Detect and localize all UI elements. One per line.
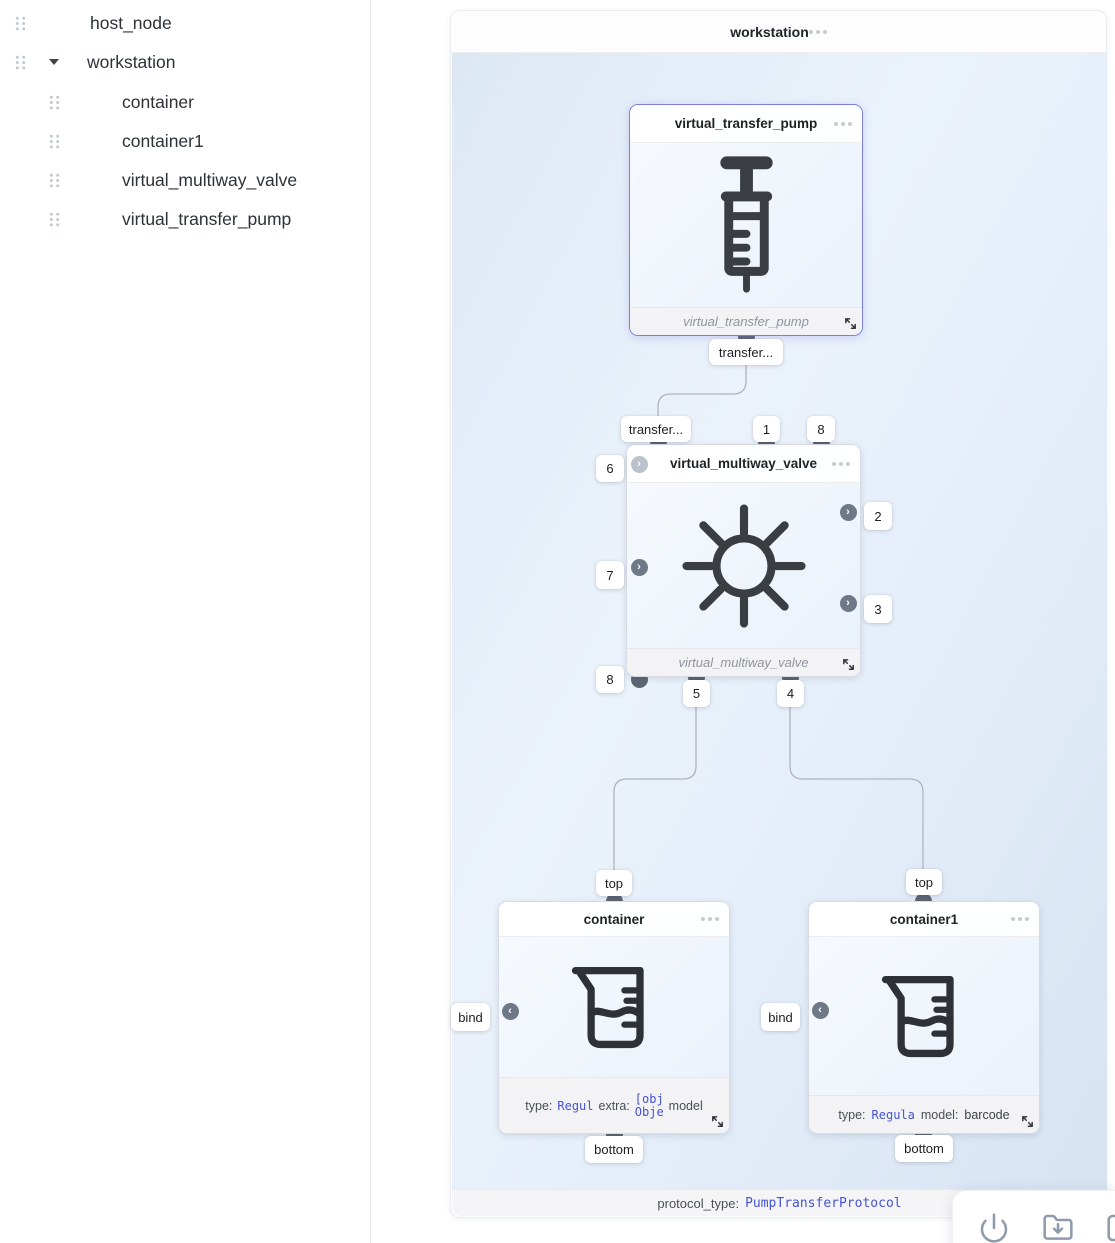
- caret-down-icon[interactable]: [49, 59, 59, 65]
- port-label-valve-transfer: transfer...: [621, 416, 691, 442]
- port-label-valve-3: 3: [864, 595, 892, 623]
- field-label: type:: [838, 1107, 866, 1122]
- node-virtual-transfer-pump[interactable]: [629, 104, 863, 336]
- sidebar-item-container1[interactable]: [0, 126, 371, 156]
- beaker-icon: [562, 952, 666, 1062]
- sidebar-item-host-node[interactable]: [0, 8, 371, 38]
- drag-handle-icon[interactable]: [48, 94, 61, 111]
- power-icon[interactable]: [977, 1211, 1011, 1243]
- field-value: Regul: [557, 1098, 594, 1113]
- protocol-type-label: protocol_type:: [657, 1195, 740, 1211]
- tree-item-label[interactable]: container1: [122, 130, 204, 151]
- workstation-panel: [450, 10, 1107, 1218]
- port-label-valve-5: 5: [683, 680, 710, 707]
- node-footer-properties: [499, 1077, 729, 1133]
- field-value: Regula: [871, 1107, 915, 1122]
- drag-handle-icon[interactable]: [14, 15, 27, 32]
- tree-item-label[interactable]: virtual_transfer_pump: [122, 208, 292, 229]
- panel-title: workstation: [730, 23, 809, 40]
- resize-diagonal-icon[interactable]: [710, 1114, 725, 1129]
- field-label: extra:: [598, 1098, 630, 1113]
- node-header: [809, 902, 1039, 937]
- drag-handle-icon[interactable]: [48, 211, 61, 228]
- port-label-container-bind: bind: [451, 1003, 490, 1031]
- ellipsis-menu-icon[interactable]: [832, 462, 850, 466]
- port-chevron-right-icon[interactable]: ›: [840, 504, 857, 521]
- port-chevron-left-icon[interactable]: ‹: [812, 1002, 829, 1019]
- field-value: barcode: [964, 1107, 1010, 1122]
- port-label-valve-2: 2: [864, 502, 892, 530]
- syringe-icon: [694, 151, 799, 299]
- port-label-container1-top: top: [906, 869, 942, 895]
- sidebar-tree: [0, 0, 371, 1243]
- folder-download-icon[interactable]: [1041, 1211, 1075, 1243]
- node-title: virtual_multiway_valve: [669, 456, 818, 471]
- sidebar-item-workstation[interactable]: [0, 47, 371, 77]
- port-label-valve-6: 6: [596, 455, 624, 482]
- node-container[interactable]: [498, 901, 730, 1134]
- port-label-valve-1: 1: [753, 416, 780, 442]
- tree-item-label[interactable]: host_node: [90, 12, 172, 33]
- node-virtual-multiway-valve[interactable]: [626, 444, 861, 677]
- ellipsis-menu-icon[interactable]: [1011, 917, 1029, 921]
- port-label-valve-8-top: 8: [807, 416, 835, 442]
- node-header: [630, 105, 862, 143]
- node-container1[interactable]: [808, 901, 1040, 1134]
- port-label-container-top: top: [596, 870, 632, 896]
- field-value: [obj Obje: [634, 1091, 664, 1119]
- node-footer-properties: [809, 1095, 1039, 1133]
- ellipsis-menu-icon[interactable]: [809, 30, 827, 34]
- port-label-valve-7: 7: [596, 561, 624, 589]
- node-body: [809, 937, 1039, 1095]
- tree-item-label[interactable]: workstation: [87, 51, 176, 72]
- sidebar-item-virtual-transfer-pump[interactable]: [0, 204, 371, 234]
- port-label-valve-4: 4: [777, 680, 804, 707]
- panel-header: [451, 11, 1106, 53]
- port-chevron-right-icon[interactable]: ›: [631, 456, 648, 473]
- node-header: [627, 445, 860, 483]
- sidebar-item-container[interactable]: [0, 87, 371, 117]
- drag-handle-icon[interactable]: [48, 172, 61, 189]
- node-footer: [627, 648, 860, 676]
- node-footer-label: virtual_transfer_pump: [683, 314, 809, 329]
- drag-handle-icon[interactable]: [14, 54, 27, 71]
- beaker-icon: [872, 961, 976, 1071]
- node-body: [627, 483, 860, 648]
- port-label-pump-transfer: transfer...: [709, 339, 783, 365]
- node-title: virtual_transfer_pump: [674, 116, 818, 131]
- port-label-container1-bottom: bottom: [895, 1135, 953, 1162]
- field-label: model:: [920, 1107, 959, 1122]
- node-body: [630, 143, 862, 307]
- ellipsis-menu-icon[interactable]: [701, 917, 719, 921]
- port-chevron-right-icon[interactable]: ›: [840, 595, 857, 612]
- tree-item-label[interactable]: virtual_multiway_valve: [122, 169, 298, 190]
- sidebar-item-virtual-multiway-valve[interactable]: [0, 165, 371, 195]
- port-chevron-right-icon[interactable]: ›: [631, 559, 648, 576]
- node-body: [499, 937, 729, 1077]
- node-footer: [630, 307, 862, 335]
- resize-diagonal-icon[interactable]: [1020, 1114, 1035, 1129]
- sun-valve-icon: [669, 491, 819, 641]
- resize-diagonal-icon[interactable]: [841, 657, 856, 672]
- port-label-container-bottom: bottom: [585, 1136, 643, 1163]
- field-label: model: [668, 1098, 703, 1113]
- port-label-valve-8-left: 8: [596, 666, 624, 693]
- canvas-action-toolbar: [952, 1190, 1115, 1243]
- node-title: container: [583, 911, 645, 927]
- tree-item-label[interactable]: container: [122, 91, 194, 112]
- node-title: container1: [889, 911, 959, 927]
- ellipsis-menu-icon[interactable]: [834, 122, 852, 126]
- field-label: type:: [525, 1098, 553, 1113]
- drag-handle-icon[interactable]: [48, 133, 61, 150]
- node-header: [499, 902, 729, 937]
- port-chevron-left-icon[interactable]: ‹: [502, 1003, 519, 1020]
- clipped-icon[interactable]: [1105, 1211, 1115, 1243]
- resize-diagonal-icon[interactable]: [843, 316, 858, 331]
- protocol-type-value: PumpTransferProtocol: [745, 1195, 902, 1211]
- port-label-container1-bind: bind: [761, 1003, 800, 1031]
- node-footer-label: virtual_multiway_valve: [678, 655, 809, 670]
